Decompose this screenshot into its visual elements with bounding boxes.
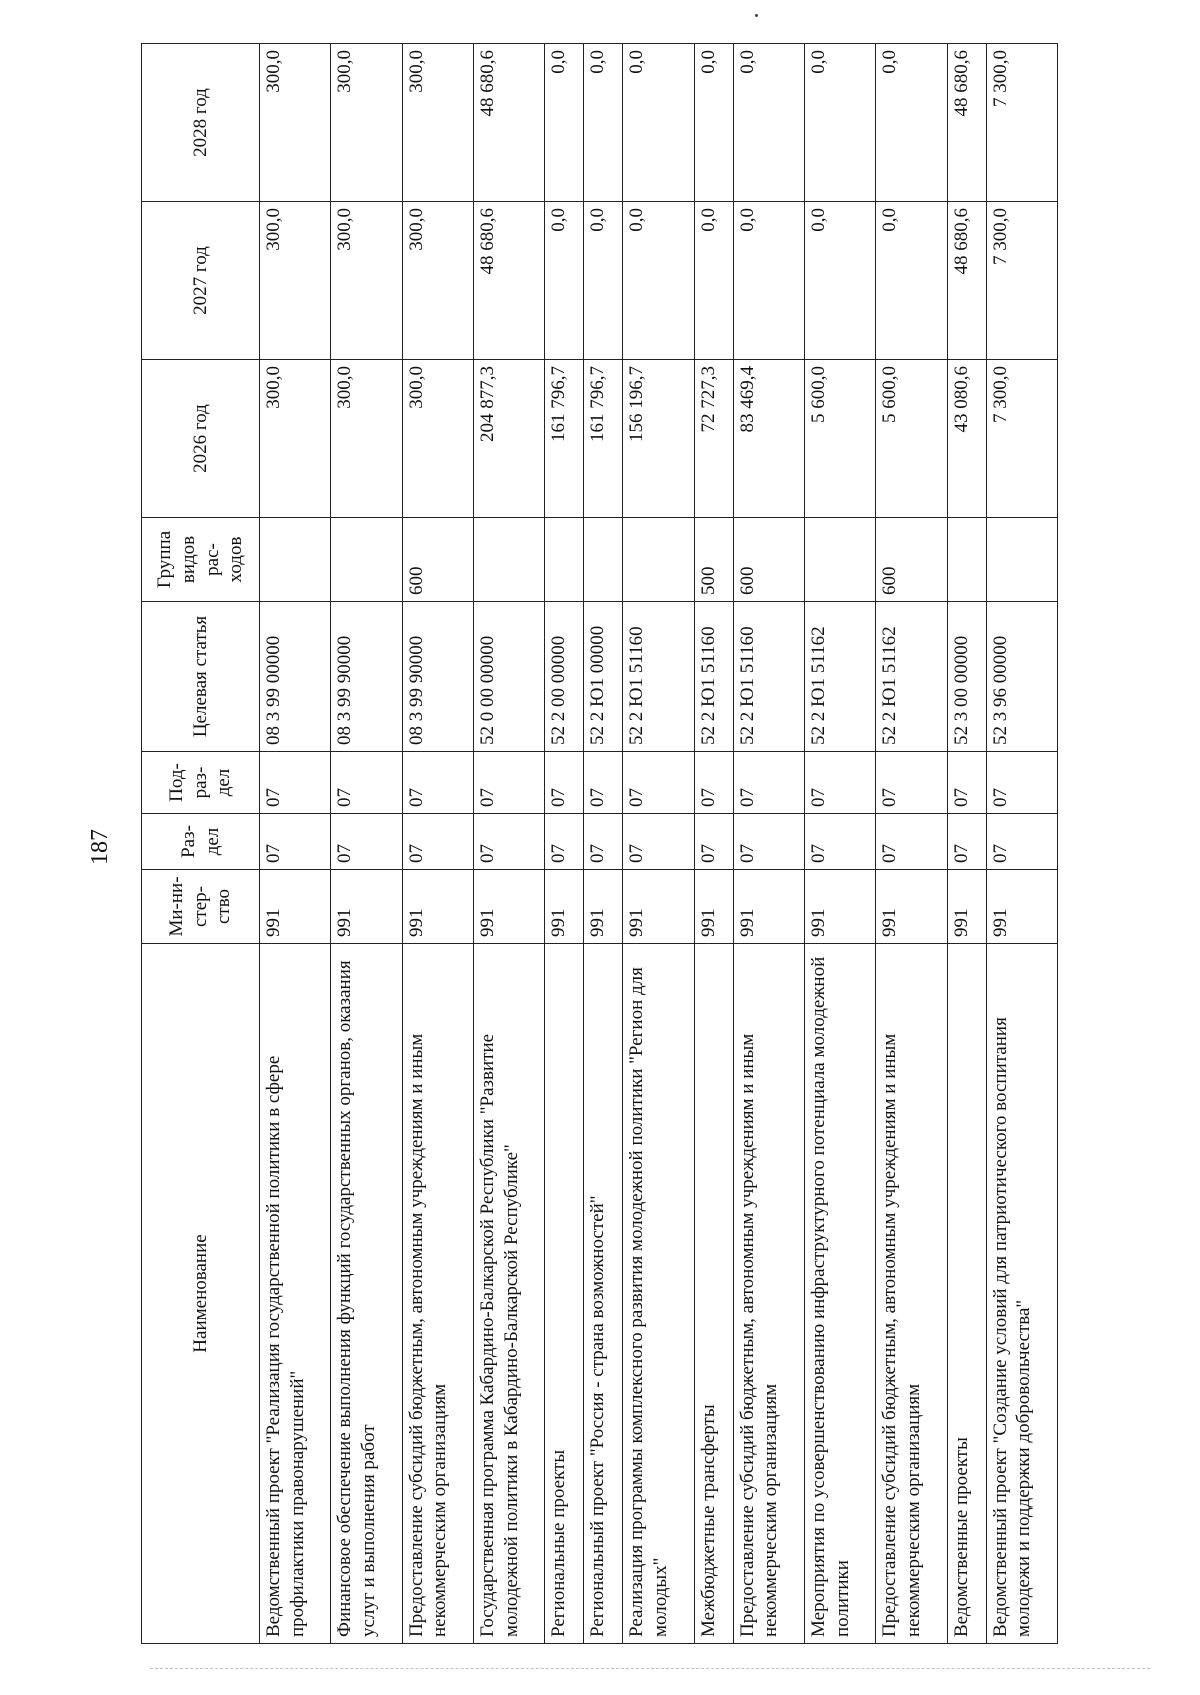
table-body — [260, 44, 1058, 1644]
cell-ministry: 991 — [473, 870, 544, 944]
header-2026: 2026 год — [142, 360, 260, 518]
cell-ministry: 991 — [331, 870, 402, 944]
cell-section: 07 — [623, 814, 694, 870]
cell-name: Мероприятия по усовершенствованию инфраструктурного потенциала молодежной политики — [804, 944, 875, 1644]
cell-target: 52 2 Ю1 51162 — [876, 602, 947, 752]
cell-y2027: 0,0 — [545, 202, 584, 360]
cell-target: 52 2 Ю1 51160 — [623, 602, 694, 752]
cell-group — [804, 518, 875, 602]
cell-target: 52 3 96 00000 — [986, 602, 1057, 752]
cell-section: 07 — [473, 814, 544, 870]
cell-y2026: 83 469,4 — [733, 360, 804, 518]
table-row — [331, 44, 402, 1644]
cell-y2027: 48 680,6 — [473, 202, 544, 360]
cell-y2026: 204 877,3 — [473, 360, 544, 518]
cell-ministry: 991 — [623, 870, 694, 944]
cell-target: 52 3 00 00000 — [947, 602, 986, 752]
cell-group: 600 — [876, 518, 947, 602]
header-section: Раз-дел — [142, 814, 260, 870]
cell-y2028: 7 300,0 — [986, 44, 1057, 202]
cell-target: 08 3 99 00000 — [260, 602, 331, 752]
cell-group — [623, 518, 694, 602]
cell-name: Государственная программа Кабардино-Балкарской Республики "Развитие молодежной политики в Кабардино-Балкарской Республике" — [473, 944, 544, 1644]
cell-y2028: 0,0 — [733, 44, 804, 202]
cell-y2027: 0,0 — [804, 202, 875, 360]
cell-y2028: 0,0 — [584, 44, 623, 202]
table-header-row — [142, 44, 260, 1644]
cell-ministry: 991 — [733, 870, 804, 944]
cell-ministry: 991 — [402, 870, 473, 944]
cell-subsection: 07 — [947, 752, 986, 814]
cell-section: 07 — [804, 814, 875, 870]
cell-target: 52 0 00 00000 — [473, 602, 544, 752]
table-row — [694, 44, 733, 1644]
cell-y2027: 0,0 — [623, 202, 694, 360]
cell-y2026: 161 796,7 — [584, 360, 623, 518]
cell-group — [545, 518, 584, 602]
cell-group — [584, 518, 623, 602]
cell-subsection: 07 — [473, 752, 544, 814]
cell-y2028: 48 680,6 — [473, 44, 544, 202]
cell-y2026: 5 600,0 — [804, 360, 875, 518]
cell-ministry: 991 — [947, 870, 986, 944]
cell-y2026: 300,0 — [402, 360, 473, 518]
cell-name: Предоставление субсидий бюджетным, автономным учреждениям и иным некоммерческим организациям — [402, 944, 473, 1644]
cell-y2027: 0,0 — [876, 202, 947, 360]
table-row — [623, 44, 694, 1644]
table-row — [545, 44, 584, 1644]
cell-y2026: 43 080,6 — [947, 360, 986, 518]
cell-ministry: 991 — [804, 870, 875, 944]
cell-ministry: 991 — [545, 870, 584, 944]
cell-target: 08 3 99 90000 — [331, 602, 402, 752]
header-2027: 2027 год — [142, 202, 260, 360]
cell-section: 07 — [947, 814, 986, 870]
cell-subsection: 07 — [876, 752, 947, 814]
cell-y2027: 300,0 — [402, 202, 473, 360]
table-row — [473, 44, 544, 1644]
cell-section: 07 — [331, 814, 402, 870]
cell-section: 07 — [694, 814, 733, 870]
table-row — [947, 44, 986, 1644]
budget-table-wrapper — [141, 44, 1058, 1644]
cell-y2027: 7 300,0 — [986, 202, 1057, 360]
rotated-table-area — [141, 44, 1058, 1644]
cell-subsection: 07 — [545, 752, 584, 814]
cell-ministry: 991 — [584, 870, 623, 944]
cell-group — [473, 518, 544, 602]
cell-subsection: 07 — [402, 752, 473, 814]
cell-y2026: 161 796,7 — [545, 360, 584, 518]
cell-section: 07 — [733, 814, 804, 870]
cell-y2026: 300,0 — [260, 360, 331, 518]
cell-name: Межбюджетные трансферты — [694, 944, 733, 1644]
cell-y2028: 48 680,6 — [947, 44, 986, 202]
cell-y2027: 48 680,6 — [947, 202, 986, 360]
table-row — [584, 44, 623, 1644]
cell-name: Предоставление субсидий бюджетным, автономным учреждениям и иным некоммерческим организациям — [733, 944, 804, 1644]
table-row — [733, 44, 804, 1644]
cell-section: 07 — [260, 814, 331, 870]
table-row — [402, 44, 473, 1644]
cell-subsection: 07 — [260, 752, 331, 814]
budget-table — [141, 43, 1058, 1644]
cell-name: Региональные проекты — [545, 944, 584, 1644]
cell-y2028: 300,0 — [331, 44, 402, 202]
cell-y2026: 300,0 — [331, 360, 402, 518]
cell-target: 52 2 Ю1 51162 — [804, 602, 875, 752]
table-row — [260, 44, 331, 1644]
page-number: 187 — [87, 829, 113, 865]
cell-subsection: 07 — [733, 752, 804, 814]
cell-y2028: 0,0 — [623, 44, 694, 202]
cell-target: 08 3 99 90000 — [402, 602, 473, 752]
scan-speck — [755, 14, 758, 17]
cell-subsection: 07 — [331, 752, 402, 814]
cell-y2028: 300,0 — [402, 44, 473, 202]
cell-target: 52 2 Ю1 00000 — [584, 602, 623, 752]
table-row — [804, 44, 875, 1644]
cell-name: Региональный проект "Россия - страна возможностей" — [584, 944, 623, 1644]
cell-y2028: 0,0 — [694, 44, 733, 202]
cell-section: 07 — [402, 814, 473, 870]
cell-y2026: 72 727,3 — [694, 360, 733, 518]
cell-y2028: 300,0 — [260, 44, 331, 202]
cell-name: Ведомственный проект "Реализация государственной политики в сфере профилактики правонарушений" — [260, 944, 331, 1644]
cell-group: 500 — [694, 518, 733, 602]
cell-y2026: 5 600,0 — [876, 360, 947, 518]
cell-y2026: 156 196,7 — [623, 360, 694, 518]
cell-name: Предоставление субсидий бюджетным, автономным учреждениям и иным некоммерческим организациям — [876, 944, 947, 1644]
cell-target: 52 2 00 00000 — [545, 602, 584, 752]
cell-section: 07 — [986, 814, 1057, 870]
cell-group — [986, 518, 1057, 602]
cell-y2026: 7 300,0 — [986, 360, 1057, 518]
header-subsection: Под-раз-дел — [142, 752, 260, 814]
cell-y2028: 0,0 — [804, 44, 875, 202]
cell-name: Финансовое обеспечение выполнения функций государственных органов, оказания услуг и выполнения работ — [331, 944, 402, 1644]
cell-subsection: 07 — [804, 752, 875, 814]
cell-group — [331, 518, 402, 602]
header-ministry: Ми-ни-стер-ство — [142, 870, 260, 944]
cell-section: 07 — [584, 814, 623, 870]
cell-subsection: 07 — [694, 752, 733, 814]
cell-group: 600 — [402, 518, 473, 602]
header-name: Наименование — [142, 944, 260, 1644]
scan-artifact-line — [150, 1668, 1150, 1671]
cell-y2027: 0,0 — [733, 202, 804, 360]
cell-target: 52 2 Ю1 51160 — [733, 602, 804, 752]
cell-ministry: 991 — [260, 870, 331, 944]
header-group: Группа видов рас-ходов — [142, 518, 260, 602]
cell-section: 07 — [876, 814, 947, 870]
cell-subsection: 07 — [584, 752, 623, 814]
cell-target: 52 2 Ю1 51160 — [694, 602, 733, 752]
cell-y2027: 300,0 — [260, 202, 331, 360]
cell-y2028: 0,0 — [545, 44, 584, 202]
table-row — [986, 44, 1057, 1644]
cell-section: 07 — [545, 814, 584, 870]
cell-group — [947, 518, 986, 602]
header-target: Целевая статья — [142, 602, 260, 752]
cell-subsection: 07 — [623, 752, 694, 814]
cell-name: Реализация программы комплексного развития молодежной политики "Регион для молодых" — [623, 944, 694, 1644]
header-2028: 2028 год — [142, 44, 260, 202]
cell-group — [260, 518, 331, 602]
cell-subsection: 07 — [986, 752, 1057, 814]
cell-ministry: 991 — [986, 870, 1057, 944]
cell-ministry: 991 — [876, 870, 947, 944]
cell-name: Ведомственный проект "Создание условий для патриотического воспитания молодежи и поддержки добровольчества" — [986, 944, 1057, 1644]
cell-y2027: 0,0 — [584, 202, 623, 360]
cell-y2028: 0,0 — [876, 44, 947, 202]
cell-y2027: 300,0 — [331, 202, 402, 360]
cell-name: Ведомственные проекты — [947, 944, 986, 1644]
cell-y2027: 0,0 — [694, 202, 733, 360]
table-row — [876, 44, 947, 1644]
cell-group: 600 — [733, 518, 804, 602]
cell-ministry: 991 — [694, 870, 733, 944]
